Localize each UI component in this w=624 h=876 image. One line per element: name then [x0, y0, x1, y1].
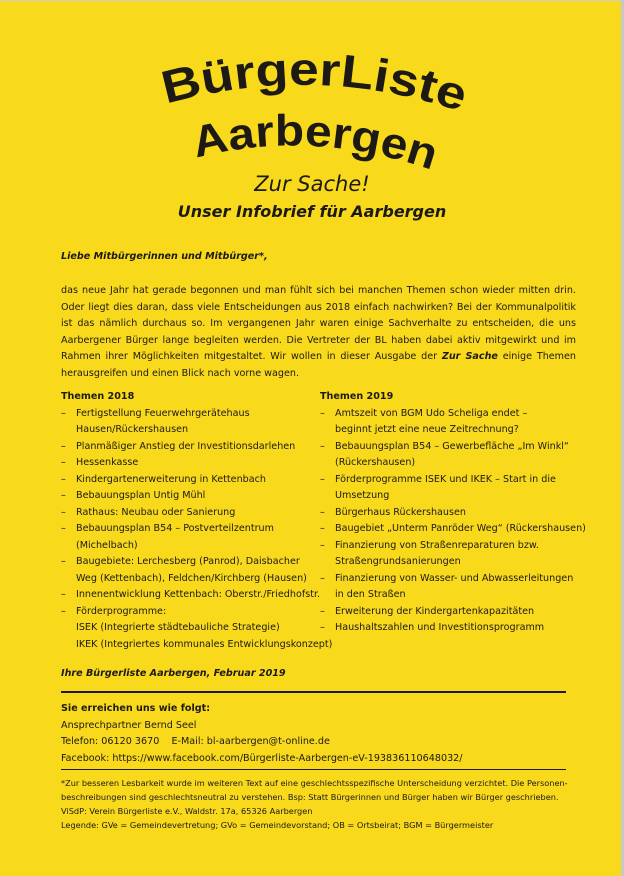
list-item: – Finanzierung von Straßenreparaturen bzw. Straßengrundsanierungen [320, 538, 560, 571]
footnote [61, 776, 576, 832]
list-item: – Förderprogramme ISEK und IKEK – Start in die Umsetzung [320, 472, 565, 505]
list-item: – Baugebiet „Unterm Panröder Weg“ (Rückershausen) [320, 521, 580, 538]
contact-block [61, 701, 581, 767]
list-item: – Hessenkasse [61, 455, 321, 472]
contact-heading: Sie erreichen uns wie folgt: [61, 703, 211, 714]
themes-2018 [61, 389, 333, 653]
contact-person: Ansprechpartner Bernd Seel [61, 719, 197, 731]
svg-text:Aarbergen [188, 106, 444, 179]
list-item: – Bürgerhaus Rückershausen [320, 505, 580, 522]
themes-2019-heading: Themen 2019 [320, 391, 394, 402]
list-item: – Amtszeit von BGM Udo Scheliga endet – beginnt jetzt eine neue Zeitrechnung? [320, 406, 565, 439]
themes-2018-subitems [61, 620, 333, 653]
divider [61, 769, 566, 770]
newsletter-title: Zur Sache! [254, 172, 370, 196]
contact-email[interactable]: E-Mail: bl-aarbergen@t-online.de [171, 736, 330, 748]
intro-text-end: einige Themen herausgreifen und einen Blick nach vorne wagen. [61, 351, 577, 379]
list-item: – Innenentwicklung Kettenbach: Oberstr./Friedhofstr. [61, 587, 321, 604]
list-item: – Rathaus: Neubau oder Sanierung [61, 505, 321, 522]
list-item: – Bebauungsplan B54 – Gewerbefläche „Im Winkl“ (Rückershausen) [320, 439, 575, 472]
list-item: – Förderprogramme: [61, 604, 321, 621]
list-item: – Haushaltszahlen und Investitionsprogramm [320, 620, 580, 637]
signature: Ihre Bürgerliste Aarbergen, Februar 2019 [61, 668, 286, 679]
themes-2019 [320, 389, 586, 637]
contact-facebook[interactable]: Facebook: https://www.facebook.com/Bürgerliste-Aarbergen-eV-193836110648032/ [61, 752, 463, 764]
logo-line1: BürgerListe [156, 42, 470, 120]
list-item: – Bebauungsplan B54 – Postverteilzentrum (Michelbach) [61, 521, 321, 554]
list-item: – Planmäßiger Anstieg der Investitionsdarlehen [61, 439, 321, 456]
sub-item: IKEK (Integriertes kommunales Entwicklungskonzept) [76, 638, 333, 650]
list-item: – Erweiterung der Kindergartenkapazitäten [320, 604, 580, 621]
themes-2018-heading: Themen 2018 [61, 391, 135, 402]
intro-emphasis: Zur Sache [441, 351, 498, 363]
contact-phone: Telefon: 06120 3670 [61, 736, 160, 748]
footnote-legend: Legende: GVe = Gemeindevertretung; GVo = Gemeindevorstand; OB = Ortsbeirat; BGM = Bürgermeister [61, 820, 494, 830]
newsletter-subtitle: Unser Infobrief für Aarbergen [177, 202, 447, 221]
list-item: – Kindergartenerweiterung in Kettenbach [61, 472, 321, 489]
greeting: Liebe Mitbürgerinnen und Mitbürger*, [61, 251, 268, 262]
logo [0, 0, 624, 180]
footnote-gender: *Zur besseren Lesbarkeit wurde im weiteren Text auf eine geschlechtsspezifische Unterscheidung verzichtet. Die Personen-beschreibungen sind geschlechtsneutral zu verstehen. Bsp: Statt Bürgerinnen und Bürger haben wir Bürger geschrieben. [61, 778, 568, 802]
list-item: – Baugebiete: Lerchesberg (Panrod), Daisbacher Weg (Kettenbach), Feldchen/Kirchberg (Hausen) [61, 554, 308, 587]
list-item: – Finanzierung von Wasser- und Abwasserleitungen in den Straßen [320, 571, 585, 604]
list-item: – Fertigstellung Feuerwehrgerätehaus Hausen/Rückershausen [61, 406, 321, 439]
sub-item: ISEK (Integrierte städtebauliche Strategie) [76, 622, 280, 633]
logo-line2: Aarbergen [187, 106, 442, 179]
intro-paragraph [61, 283, 576, 383]
divider [61, 691, 566, 693]
list-item: – Bebauungsplan Untig Mühl [61, 488, 321, 505]
intro-text: das neue Jahr hat gerade begonnen und man fühlt sich bei manchen Themen schon wieder mitten drin. Oder liegt dies daran, dass viele Entscheidungen aus 2018 einfach nachwirken? Bei der Kommunalpolitik ist das nämlich durchaus so. Im vergangenen Jahr waren einige Sachverhalte zu entscheiden, die uns Aarbergener Bürger lange begleiten werden. Die Vertreter der BL haben dabei aktiv mitgewirkt und im Rahmen ihrer Möglichkeiten mitgestaltet. Wir wollen in dieser Ausgabe der [61, 285, 576, 363]
footnote-visdp: ViSdP: Verein Bürgerliste e.V., Waldstr. 17a, 65326 Aarbergen [61, 806, 313, 816]
